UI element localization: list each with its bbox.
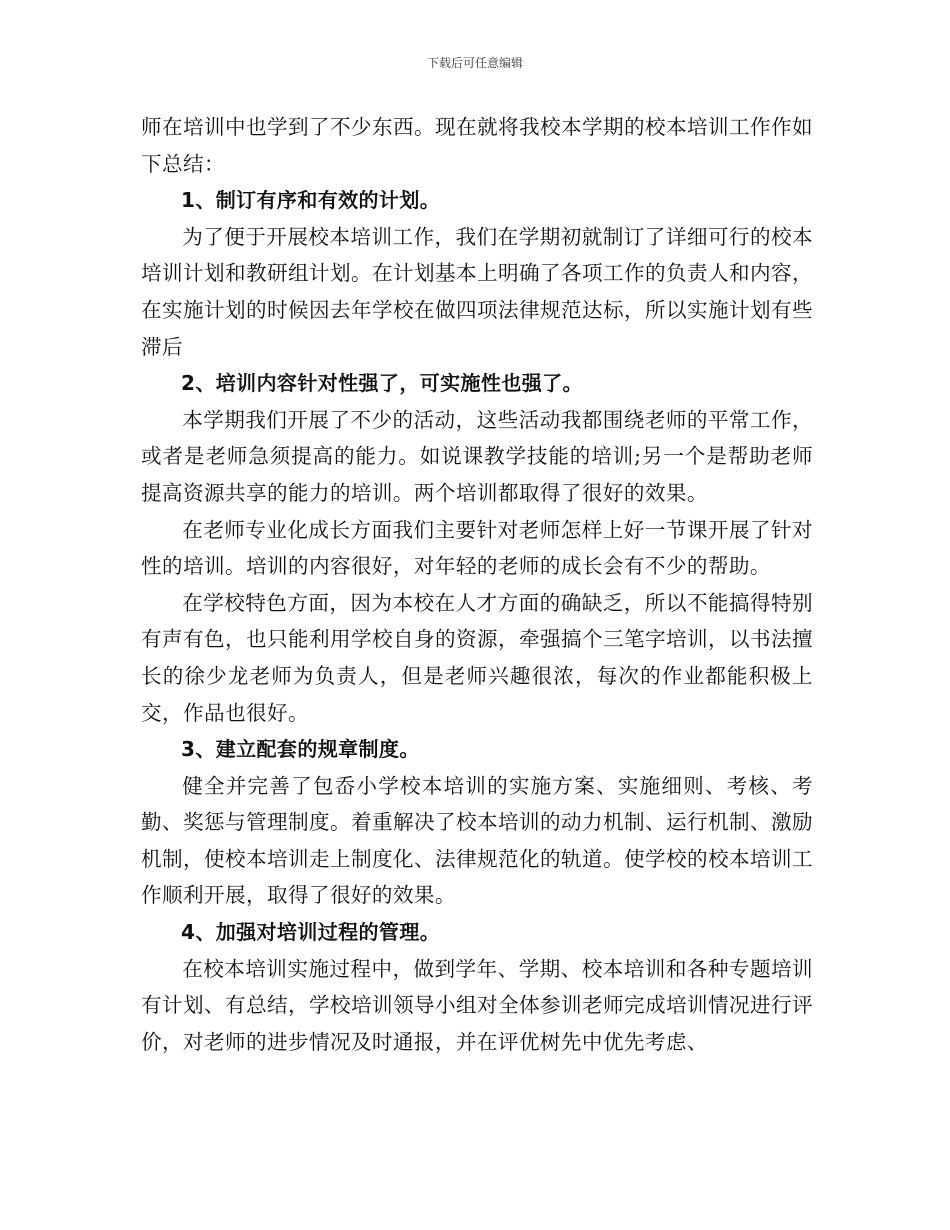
section-2: [141, 365, 813, 731]
body-paragraph: 健全并完善了包岙小学校本培训的实施方案、实施细则、考核、考勤、奖惩与管理制度。着重解决了校本培训的动力机制、运行机制、激励机制，使校本培训走上制度化、法律规范化的轨道。使学校的校本培训工作顺利开展，取得了很好的效果。: [141, 773, 813, 908]
section-4: [141, 914, 813, 1060]
document-body: [141, 109, 813, 1060]
body-paragraph: 在学校特色方面，因为本校在人才方面的确缺乏，所以不能搞得特别有声有色，也只能利用学校自身的资源，牵强搞个三笔字培训，以书法擅长的徐少龙老师为负责人，但是老师兴趣很浓，每次的作业都能积极上交，作品也很好。: [141, 590, 813, 725]
body-paragraph: 为了便于开展校本培训工作，我们在学期初就制订了详细可行的校本培训计划和教研组计划。在计划基本上明确了各项工作的负责人和内容，在实施计划的时候因去年学校在做四项法律规范达标，所以实施计划有些滞后: [141, 224, 813, 359]
section-3: [141, 731, 813, 914]
section-1: [141, 182, 813, 365]
body-paragraph: 在校本培训实施过程中，做到学年、学期、校本培训和各种专题培训有计划、有总结，学校培训领导小组对全体参训老师完成培训情况进行评价，对老师的进步情况及时通报，并在评优树先中优先考虑、: [141, 956, 813, 1054]
body-paragraph: 本学期我们开展了不少的活动，这些活动我都围绕老师的平常工作，或者是老师急须提高的能力。如说课教学技能的培训;另一个是帮助老师提高资源共享的能力的培训。两个培训都取得了很好的效果。: [141, 407, 813, 505]
section-heading: 3、建立配套的规章制度。: [181, 737, 420, 762]
section-heading: 1、制订有序和有效的计划。: [181, 188, 441, 213]
intro-paragraph: 师在培训中也学到了不少东西。现在就将我校本学期的校本培训工作作如下总结：: [141, 115, 813, 176]
section-heading: 2、培训内容针对性强了，可实施性也强了。: [181, 371, 583, 396]
section-heading: 4、加强对培训过程的管理。: [181, 920, 441, 945]
page-header: 下载后可任意编辑: [426, 56, 523, 70]
body-paragraph: 在老师专业化成长方面我们主要针对老师怎样上好一节课开展了针对性的培训。培训的内容很好，对年轻的老师的成长会有不少的帮助。: [141, 517, 813, 579]
